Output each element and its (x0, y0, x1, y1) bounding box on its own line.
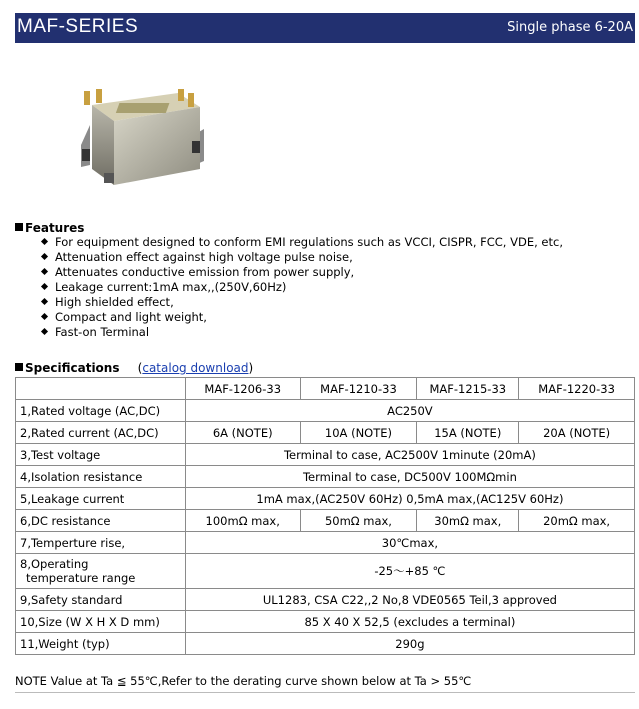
features-list (40, 235, 563, 340)
row-label: 2,Rated current (AC,DC) (16, 422, 186, 444)
row-label: 9,Safety standard (16, 589, 186, 611)
features-heading: Features (15, 221, 84, 235)
row-value: Terminal to case, DC500V 100MΩmin (185, 466, 634, 488)
table-row (16, 422, 635, 444)
row-value: 15A (NOTE) (417, 422, 519, 444)
row-label: 8,Operating temperature range (16, 554, 186, 589)
diamond-bullet-icon (41, 298, 48, 305)
catalog-link-wrapper: (catalog download) (137, 361, 254, 375)
series-title: MAF-SERIES (17, 16, 139, 37)
divider (15, 692, 635, 693)
series-subtitle: Single phase 6-20A (507, 20, 633, 35)
table-row (16, 466, 635, 488)
row-value: Terminal to case, AC2500V 1minute (20mA) (185, 444, 634, 466)
table-row (16, 589, 635, 611)
row-value: UL1283, CSA C22,,2 No,8 VDE0565 Teil,3 approved (185, 589, 634, 611)
diamond-bullet-icon (41, 313, 48, 320)
series-header (15, 13, 635, 43)
derating-note: NOTE Value at Ta ≦ 55℃,Refer to the derating curve shown below at Ta > 55℃ (15, 674, 472, 688)
table-row (16, 488, 635, 510)
square-bullet-icon (15, 223, 23, 231)
row-value: 85 X 40 X 52,5 (excludes a terminal) (185, 611, 634, 633)
feature-item: Leakage current:1mA max,,(250V,60Hz) (40, 280, 563, 295)
feature-item: Compact and light weight, (40, 310, 563, 325)
row-value: 20mΩ max, (519, 510, 635, 532)
model-header: MAF-1210-33 (300, 378, 417, 400)
row-value: 20A (NOTE) (519, 422, 635, 444)
row-label: 3,Test voltage (16, 444, 186, 466)
row-value: 290g (185, 633, 634, 655)
catalog-download-link[interactable]: catalog download (142, 361, 249, 375)
row-value: 6A (NOTE) (185, 422, 300, 444)
row-label: 11,Weight (typ) (16, 633, 186, 655)
product-photo (78, 85, 208, 190)
feature-item: Attenuates conductive emission from power supply, (40, 265, 563, 280)
table-row (16, 554, 635, 589)
table-row (16, 611, 635, 633)
table-row (16, 400, 635, 422)
row-value: 30mΩ max, (417, 510, 519, 532)
model-header: MAF-1220-33 (519, 378, 635, 400)
specifications-table (15, 377, 635, 655)
header-blank-cell (16, 378, 186, 400)
row-label: 5,Leakage current (16, 488, 186, 510)
specifications-heading: Specifications (catalog download) (15, 361, 253, 375)
feature-item: For equipment designed to conform EMI regulations such as VCCI, CISPR, FCC, VDE, etc, (40, 235, 563, 250)
row-value: 1mA max,(AC250V 60Hz) 0,5mA max,(AC125V 60Hz) (185, 488, 634, 510)
table-row (16, 633, 635, 655)
row-label: 7,Temperture rise, (16, 532, 186, 554)
feature-item: Fast-on Terminal (40, 325, 563, 340)
diamond-bullet-icon (41, 238, 48, 245)
feature-item: High shielded effect, (40, 295, 563, 310)
row-value: -25～+85 ℃ (185, 554, 634, 589)
row-value: 100mΩ max, (185, 510, 300, 532)
row-label: 4,Isolation resistance (16, 466, 186, 488)
diamond-bullet-icon (41, 283, 48, 290)
table-row (16, 444, 635, 466)
model-header: MAF-1206-33 (185, 378, 300, 400)
row-label: 10,Size (W X H X D mm) (16, 611, 186, 633)
row-value: 50mΩ max, (300, 510, 417, 532)
row-label: 1,Rated voltage (AC,DC) (16, 400, 186, 422)
table-row (16, 532, 635, 554)
table-header-row (16, 378, 635, 400)
row-value: AC250V (185, 400, 634, 422)
feature-item: Attenuation effect against high voltage pulse noise, (40, 250, 563, 265)
diamond-bullet-icon (41, 253, 48, 260)
diamond-bullet-icon (41, 328, 48, 335)
row-value: 30℃max, (185, 532, 634, 554)
row-label: 6,DC resistance (16, 510, 186, 532)
square-bullet-icon (15, 363, 23, 371)
row-value: 10A (NOTE) (300, 422, 417, 444)
table-row (16, 510, 635, 532)
model-header: MAF-1215-33 (417, 378, 519, 400)
diamond-bullet-icon (41, 268, 48, 275)
